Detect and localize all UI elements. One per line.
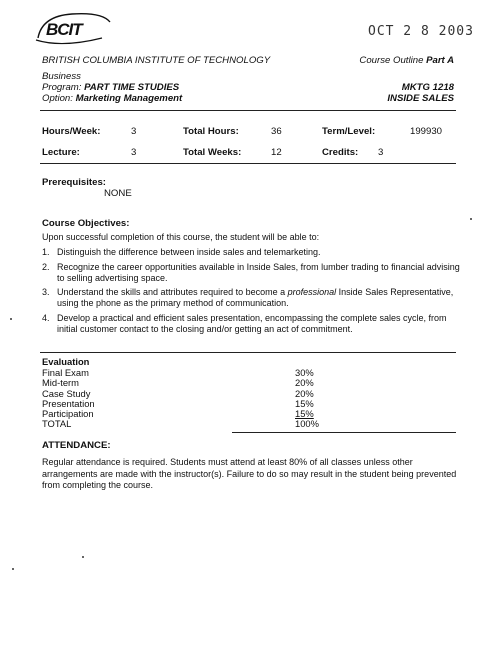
attendance-text: Regular attendance is required. Students must attend at least 80% of all classes unless other arrangements are made with the instructor(s). Failure to do so may result in the student being prevented from completing the course.: [42, 457, 457, 490]
divider-evaluation: [40, 352, 456, 353]
scan-speck: [10, 318, 12, 320]
total-hours-label: Total Hours:: [183, 126, 239, 137]
term-value: 199930: [410, 126, 443, 137]
objective-number: 4.: [42, 312, 50, 323]
eval-item-value: 20%: [295, 377, 314, 388]
eval-item-label: Presentation: [42, 398, 95, 409]
credits-value: 3: [378, 147, 384, 158]
program-label: Program:: [42, 82, 82, 93]
option-label: Option:: [42, 93, 73, 104]
prereq-heading: Prerequisites:: [42, 177, 106, 188]
outline-part: Part A: [426, 55, 454, 66]
attendance-heading: ATTENDANCE:: [42, 440, 111, 451]
objective-text: Understand the skills and attributes required to become a: [57, 287, 288, 298]
program-line: [42, 82, 179, 93]
objective-item: [42, 262, 462, 284]
total-weeks-value: 12: [271, 147, 282, 158]
objective-emphasis: professional: [287, 287, 337, 298]
eval-item-value: 20%: [295, 388, 314, 399]
svg-text:BCIT: BCIT: [46, 20, 82, 39]
lecture-label: Lecture:: [42, 147, 80, 158]
hours-week-value: 3: [131, 126, 137, 137]
eval-total-value: 100%: [295, 418, 319, 429]
total-hours-value: 36: [271, 126, 282, 137]
scan-speck: [82, 556, 84, 558]
evaluation-heading: Evaluation: [42, 356, 90, 367]
divider-info: [40, 163, 456, 164]
received-date-stamp: OCT 2 8 2003: [368, 24, 474, 39]
course-code: MKTG 1218: [401, 82, 454, 93]
divider-total: [232, 432, 456, 433]
objective-item: [42, 313, 462, 335]
option-line: [42, 93, 182, 104]
eval-item-value: 30%: [295, 367, 314, 378]
objective-text: Recognize the career opportunities available in Inside Sales, from lumber trading to financial advising to selling advertising space.: [57, 261, 460, 283]
school-name: Business: [42, 71, 81, 82]
eval-item-value: 15%: [295, 398, 314, 409]
objectives-heading: Course Objectives:: [42, 218, 130, 229]
objective-item: [42, 247, 462, 258]
eval-item-label: Mid-term: [42, 377, 79, 388]
scan-speck: [12, 568, 14, 570]
objective-text: Distinguish the difference between inside sales and telemarketing.: [57, 247, 321, 257]
objectives-list: [42, 247, 462, 339]
prereq-value: NONE: [104, 188, 132, 199]
objective-text-cont: Inside Sales Representative, using the phone as the primary method of communication.: [57, 287, 454, 309]
objective-number: 2.: [42, 261, 50, 272]
objectives-intro: Upon successful completion of this course, the student will be able to:: [42, 232, 320, 242]
scan-speck: [470, 218, 472, 220]
objective-text: Develop a practical and efficient sales presentation, encompassing the complete sales cycle, from initial customer contact to the closing and/or getting an act of commitment.: [57, 312, 447, 334]
objective-number: 1.: [42, 247, 50, 257]
credits-label: Credits:: [322, 147, 359, 158]
objective-number: 3.: [42, 287, 50, 298]
eval-item-value: 15%: [295, 408, 314, 419]
eval-item-label: Participation: [42, 408, 94, 419]
eval-item-label: Final Exam: [42, 367, 89, 378]
option-value: Marketing Management: [75, 93, 183, 104]
institution-name: BRITISH COLUMBIA INSTITUTE OF TECHNOLOGY: [42, 55, 271, 66]
eval-total-label: TOTAL: [42, 418, 72, 429]
hours-week-label: Hours/Week:: [42, 126, 101, 137]
course-title: INSIDE SALES: [387, 93, 454, 104]
lecture-value: 3: [131, 147, 137, 158]
outline-label-text: Course Outline: [359, 55, 424, 66]
eval-item-label: Case Study: [42, 388, 91, 399]
program-value: PART TIME STUDIES: [84, 82, 180, 93]
total-weeks-label: Total Weeks:: [183, 147, 242, 158]
divider-top: [40, 110, 456, 111]
objective-item: [42, 287, 462, 309]
outline-label: [359, 55, 454, 66]
term-label: Term/Level:: [322, 126, 376, 137]
bcit-logo: [32, 8, 114, 48]
